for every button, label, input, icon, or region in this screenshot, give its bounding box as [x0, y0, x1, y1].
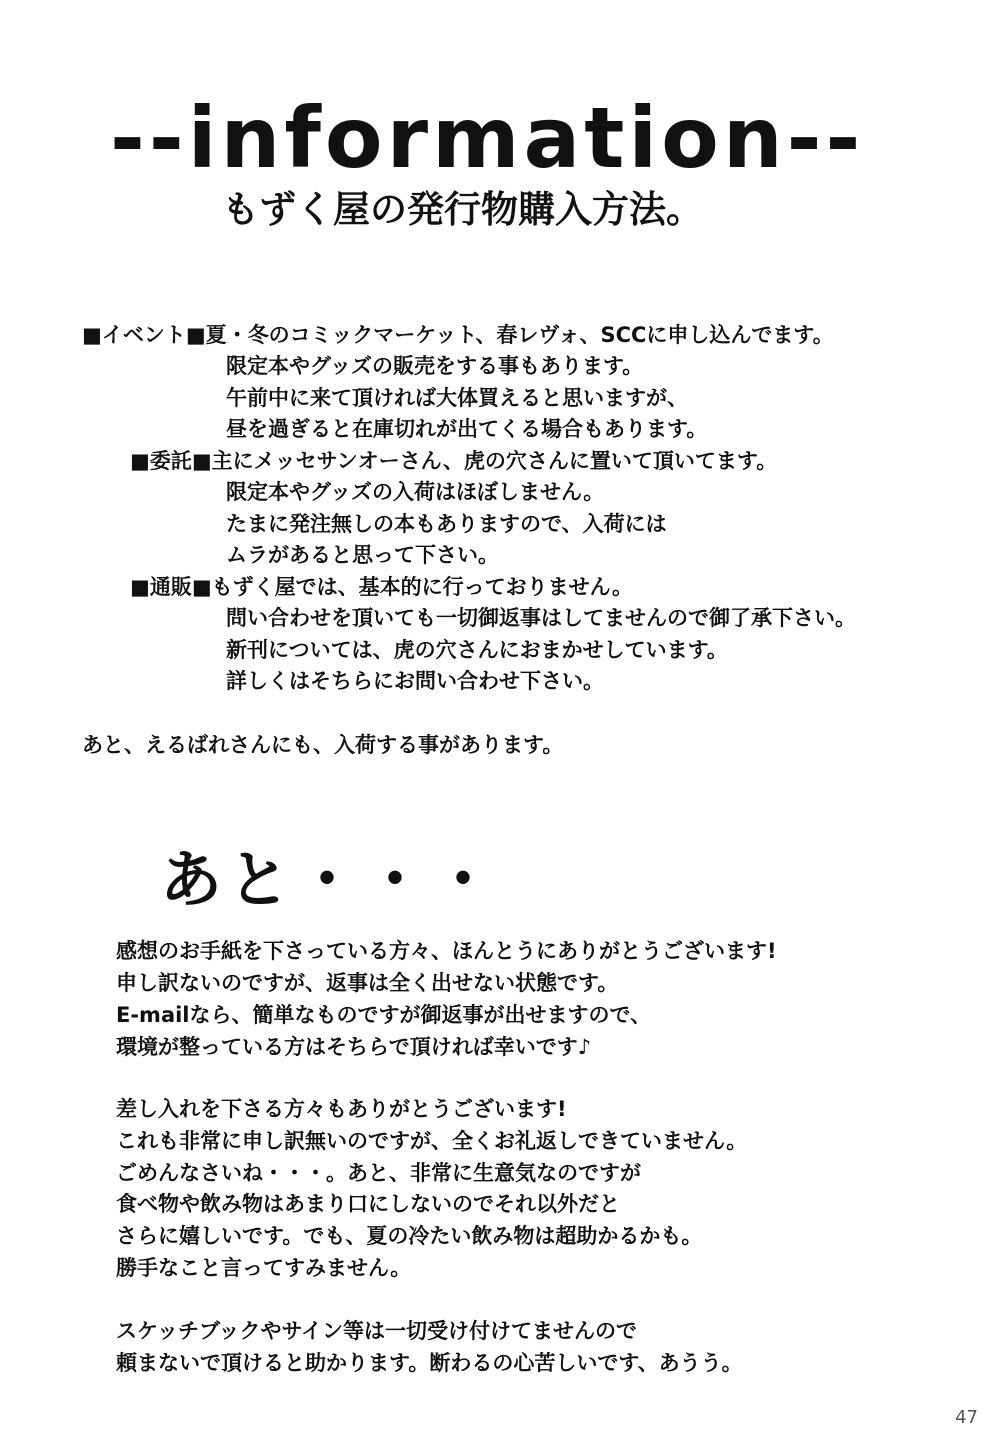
afterword-p2-line-3: ごめんなさいね・・・。あと、非常に生意気なのですが [116, 1161, 641, 1185]
mailorder-line-4: 詳しくはそちらにお問い合わせ下さい。 [226, 669, 604, 693]
afterword-p3-line-1: スケッチブックやサイン等は一切受け付けてませんので [116, 1319, 638, 1343]
event-line-1: ■イベント■夏・冬のコミックマーケット、春レヴォ、SCCに申し込んでます。 [82, 323, 834, 347]
page-title: --information-- [110, 89, 865, 187]
consignment-line-4: ムラがあると思って下さい。 [226, 543, 499, 567]
consignment-line-1: ■委託■主にメッセサンオーさん、虎の穴さんに置いて頂いてます。 [130, 449, 778, 473]
mailorder-line-3: 新刊については、虎の穴さんにおまかせしています。 [226, 638, 728, 662]
afterword-p1-line-4: 環境が整っている方はそちらで頂ければ幸いです♪ [116, 1035, 592, 1059]
page-subtitle: もずく屋の発行物購入方法。 [222, 188, 703, 231]
consignment-line-3: たまに発注無しの本もありますので、入荷には [226, 512, 667, 536]
afterword-p2-line-6: 勝手なこと言ってすみません。 [116, 1256, 412, 1280]
afterword-p1-line-3: E-mailなら、簡単なものですが御返事が出せますので、 [116, 1003, 652, 1027]
event-line-3: 午前中に来て頂ければ大体買えると思いますが、 [226, 386, 688, 410]
event-line-4: 昼を過ぎると在庫切れが出てくる場合もあります。 [226, 417, 708, 441]
afterword-p2-line-4: 食べ物や飲み物はあまり口にしないのでそれ以外だと [116, 1192, 620, 1216]
afterword-p2-line-5: さらに嬉しいです。でも、夏の冷たい飲み物は超助かるかも。 [116, 1224, 703, 1248]
afterword-p3-line-2: 頼まないで頂けると助かります。断わるの心苦しいです、あうう。 [116, 1351, 743, 1375]
afterword-p2-line-2: これも非常に申し訳無いのですが、全くお礼返しできていません。 [116, 1129, 748, 1153]
afterword-p1-line-2: 申し訳ないのですが、返事は全く出せない状態です。 [116, 971, 619, 995]
afterword-p2-line-1: 差し入れを下さる方々もありがとうございます! [116, 1097, 567, 1121]
info-note: あと、えるばれさんにも、入荷する事があります。 [82, 733, 564, 757]
event-line-2: 限定本やグッズの販売をする事もあります。 [226, 354, 644, 378]
mailorder-line-1: ■通販■もずく屋では、基本的に行っておりません。 [130, 575, 633, 599]
mailorder-line-2: 問い合わせを頂いても一切御返事はしてませんので御了承下さい。 [226, 606, 856, 630]
consignment-line-2: 限定本やグッズの入荷はほぼしません。 [226, 480, 605, 504]
afterword-heading: あと・・・ [160, 843, 501, 916]
afterword-p1-line-1: 感想のお手紙を下さっている方々、ほんとうにありがとうございます! [116, 939, 777, 963]
page-number: 47 [955, 1407, 978, 1428]
